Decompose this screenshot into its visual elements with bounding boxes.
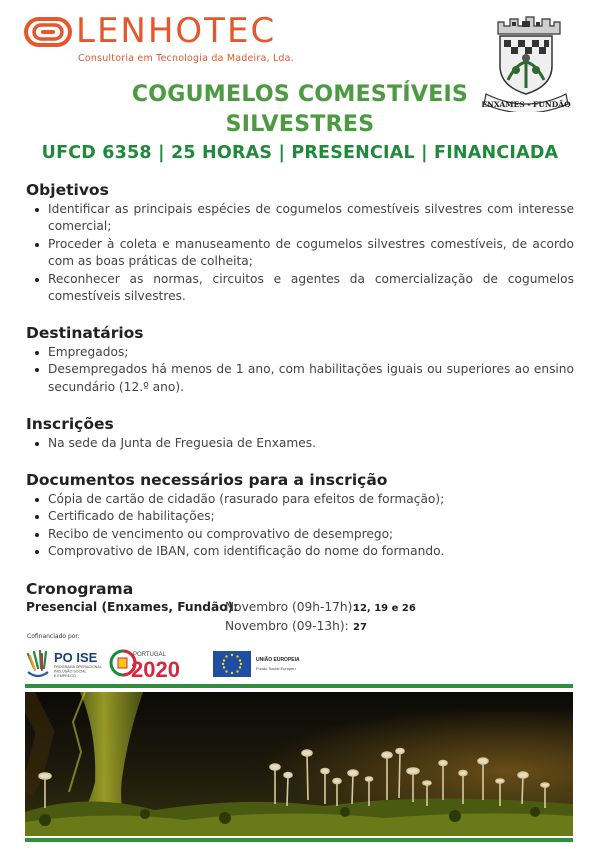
destinatarios-heading: Destinatários — [26, 324, 144, 342]
company-name: LENHOTEC — [76, 11, 277, 51]
crest-label: ENXAMES - FUNDÃO — [481, 100, 571, 109]
divider-bottom — [25, 838, 573, 842]
schedule-row-2-dates: 27 — [353, 622, 367, 633]
poise-name: PO ISE — [54, 650, 98, 665]
section-cronograma — [26, 579, 574, 635]
schedule-row-1-dates: 12, 19 e 26 — [353, 603, 416, 614]
lenhotec-logo-icon — [24, 16, 72, 48]
list-item: Certificado de habilitações; — [48, 508, 574, 525]
list-item: Identificar as principais espécies de cogumelos comestíveis silvestres com interesse comercial; — [48, 201, 574, 236]
objetivos-heading: Objetivos — [26, 181, 109, 199]
schedule-row-2-text: Novembro (09-13h): — [225, 619, 349, 633]
list-item: Na sede da Junta de Freguesia de Enxames. — [48, 435, 574, 452]
funding-logos — [26, 646, 426, 682]
list-item: Proceder à coleta e manuseamento de cogumelos silvestres comestíveis, de acordo com as boas práticas de colheita; — [48, 236, 574, 271]
poise-sub2: INCLUSÃO SOCIAL — [54, 669, 87, 674]
cofinanciado-label: Cofinanciado por: — [27, 633, 80, 640]
list-item: Comprovativo de IBAN, com identificação do nome do formando. — [48, 543, 574, 560]
poise-sub3: E EMPREGO — [54, 674, 76, 678]
section-objetivos — [26, 180, 574, 305]
list-item: Cópia de cartão de cidadão (rasurado para efeitos de formação); — [48, 491, 574, 508]
course-title — [0, 80, 600, 140]
course-title-line2: SILVESTRES — [225, 112, 375, 137]
course-title-line1: COGUMELOS COMESTÍVEIS — [131, 82, 469, 107]
portugal-label: PORTUGAL — [133, 652, 166, 658]
section-inscricoes — [26, 414, 574, 452]
list-item: Reconhecer as normas, circuitos e agentes da comercialização de cogumelos comestíveis silvestres. — [48, 271, 574, 306]
list-item: Empregados; — [48, 344, 574, 361]
mushrooms-photo — [25, 692, 573, 836]
divider-top — [25, 684, 573, 688]
inscricoes-heading: Inscrições — [26, 415, 114, 433]
p2020-label: 2020 — [131, 657, 180, 682]
ue-label: UNIÃO EUROPEIA — [256, 657, 300, 663]
schedule-row-1-text: Novembro (09h-17h): — [225, 600, 357, 614]
list-item: Desempregados há menos de 1 ano, com habilitações iguais ou superiores ao ensino secundário (12.º ano). — [48, 361, 574, 396]
company-tagline: Consultoria em Tecnologia da Madeira, Lda. — [78, 53, 294, 64]
section-destinatarios — [26, 323, 574, 396]
schedule-label: Presencial (Enxames, Fundão): — [26, 600, 239, 614]
fse-label: Fundo Social Europeu — [256, 666, 296, 671]
list-item: Recibo de vencimento ou comprovativo de desemprego; — [48, 526, 574, 543]
section-documentos — [26, 470, 574, 561]
poise-logo-icon — [28, 651, 48, 676]
documentos-heading: Documentos necessários para a inscrição — [26, 471, 388, 489]
course-subtitle: UFCD 6358 | 25 HORAS | PRESENCIAL | FINANCIADA — [41, 143, 559, 163]
poise-sub1: PROGRAMA OPERACIONAL — [54, 665, 102, 669]
cronograma-heading: Cronograma — [26, 580, 134, 598]
